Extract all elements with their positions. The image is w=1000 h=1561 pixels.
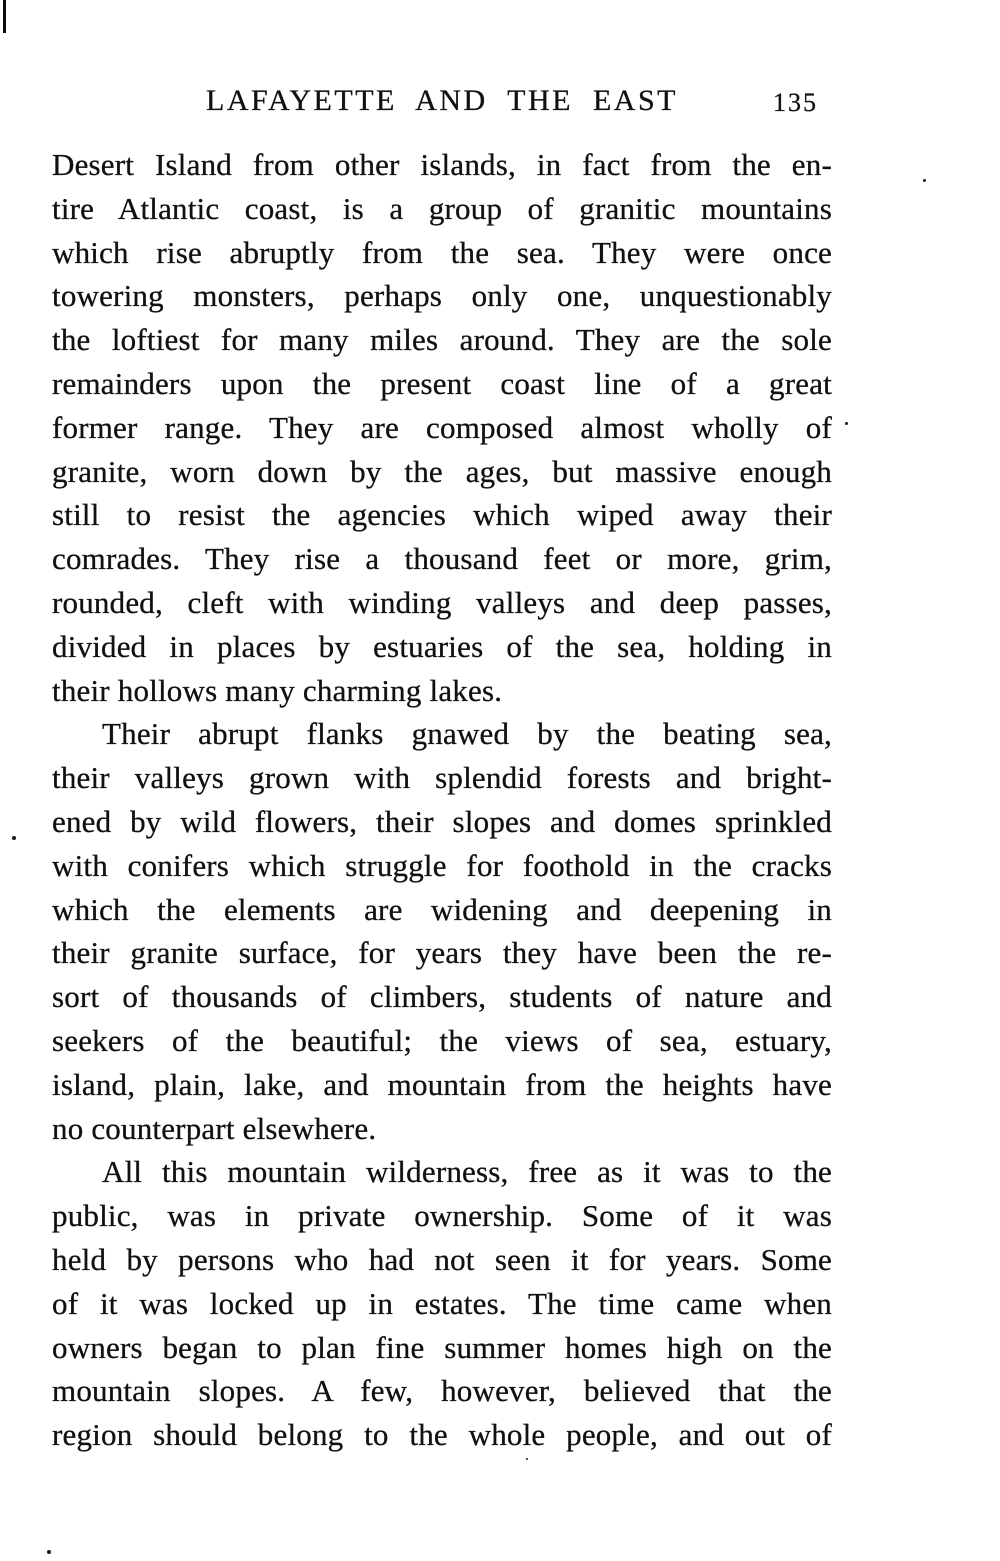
text-line: divided in places by estuaries of the sea, holding in xyxy=(52,628,832,664)
text-line: their valleys grown with splendid forests and bright- xyxy=(52,760,832,796)
scan-speck xyxy=(845,422,848,425)
scan-speck xyxy=(526,1458,528,1460)
paragraph xyxy=(52,712,832,1150)
text-line: held by persons who had not seen it for years. Some xyxy=(52,1241,832,1277)
scan-speck xyxy=(923,179,926,182)
text-line: Their abrupt flanks gnawed by the beating sea, xyxy=(102,716,832,752)
text-line: which rise abruptly from the sea. They were once xyxy=(52,234,832,270)
paragraph xyxy=(52,1150,832,1457)
text-line: mountain slopes. A few, however, believed that the xyxy=(52,1373,832,1409)
text-line: tire Atlantic coast, is a group of granitic mountains xyxy=(52,190,832,226)
running-title: LAFAYETTE AND THE EAST xyxy=(206,84,678,117)
page-number: 135 xyxy=(773,88,818,117)
text-line: with conifers which struggle for foothold in the cracks xyxy=(52,847,832,883)
text-line: sort of thousands of climbers, students of nature and xyxy=(52,979,832,1015)
text-line: former range. They are composed almost wholly of xyxy=(52,409,832,445)
running-head xyxy=(52,84,832,118)
text-line: remainders upon the present coast line of a great xyxy=(52,365,832,401)
text-line: which the elements are widening and deepening in xyxy=(52,891,832,927)
text-line: their hollows many charming lakes. xyxy=(52,672,503,708)
text-line: region should belong to the whole people, and out of xyxy=(52,1417,832,1453)
text-line: seekers of the beautiful; the views of sea, estuary, xyxy=(52,1022,832,1058)
text-line: owners began to plan fine summer homes high on the xyxy=(52,1329,832,1365)
text-line: island, plain, lake, and mountain from the heights have xyxy=(52,1066,832,1102)
text-line: no counterpart elsewhere. xyxy=(52,1110,377,1146)
text-line: the loftiest for many miles around. They are the sole xyxy=(52,322,832,358)
text-line: rounded, cleft with winding valleys and deep passes, xyxy=(52,584,832,620)
text-line: of it was locked up in estates. The time came when xyxy=(52,1285,832,1321)
text-line: Desert Island from other islands, in fact from the en- xyxy=(52,147,832,182)
text-line: still to resist the agencies which wiped away their xyxy=(52,497,832,533)
text-line: All this mountain wilderness, free as it was to the xyxy=(102,1154,832,1190)
text-line: comrades. They rise a thousand feet or more, grim, xyxy=(52,541,832,577)
scan-speck xyxy=(47,1550,51,1554)
text-line: public, was in private ownership. Some of it was xyxy=(52,1198,832,1234)
text-line: ened by wild flowers, their slopes and domes sprinkled xyxy=(52,803,832,839)
paragraph xyxy=(52,143,832,712)
scan-edge-artifact xyxy=(3,0,6,33)
text-line: granite, worn down by the ages, but massive enough xyxy=(52,453,832,489)
scan-speck xyxy=(12,836,16,840)
body-text xyxy=(52,143,832,1457)
text-line: their granite surface, for years they have been the re- xyxy=(52,935,832,971)
text-line: towering monsters, perhaps only one, unquestionably xyxy=(52,278,832,314)
